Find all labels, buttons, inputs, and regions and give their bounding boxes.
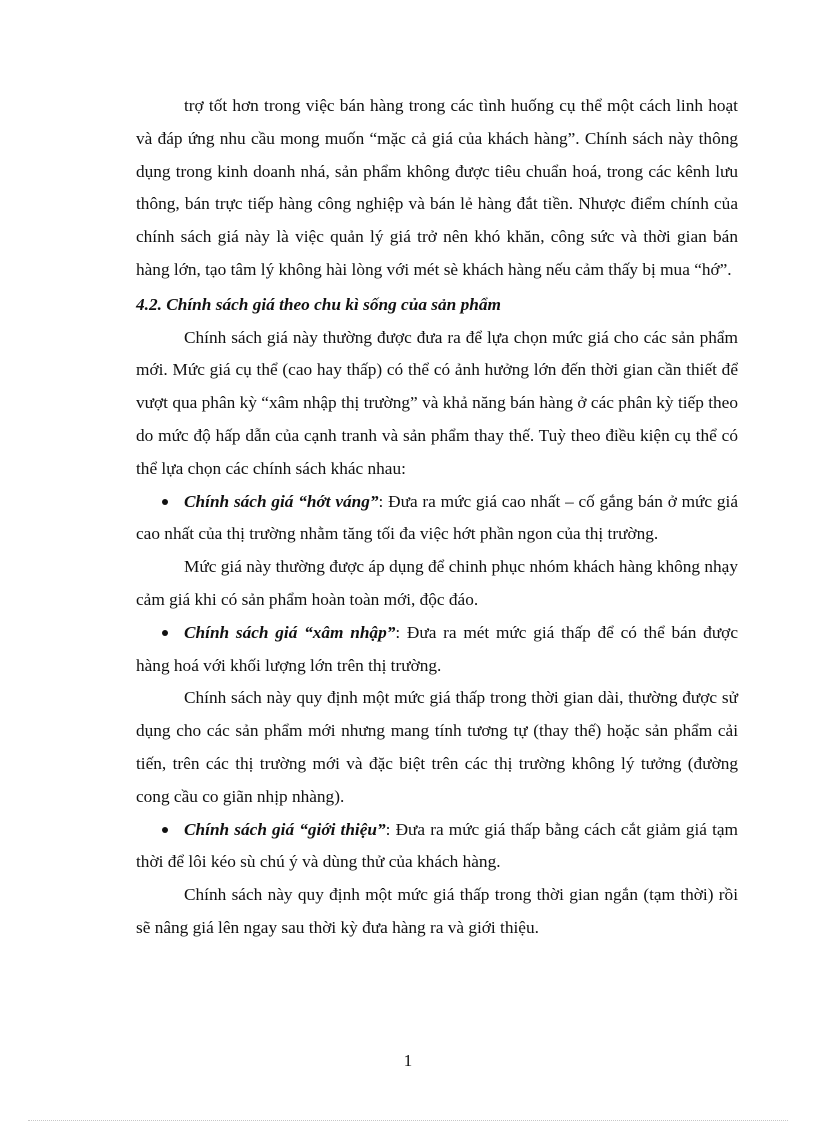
paragraph-lifecycle: Chính sách giá này thường được đưa ra để lựa chọn mức giá cho các sản phẩm mới. Mức giá cụ thể (cao hay thấp) có thể có ảnh hưởng lớn đến thời gian cần thiết để vượt qua phân kỳ “xâm nhập thị trường” và khả năng bán hàng ở các phân kỳ tiếp theo do mức độ hấp dẫn của cạnh tranh và sản phẩm thay thế. Tuỳ theo điều kiện cụ thể có thể lựa chọn các chính sách khác nhau: [136,327,738,478]
paragraph-introductory-detail: Chính sách này quy định một mức giá thấp trong thời gian ngắn (tạm thời) rồi sẽ nâng giá lên ngay sau thời kỳ đưa hàng ra và giới thiệu. [136,885,738,937]
page-bottom-divider [28,1120,788,1121]
section-heading: 4.2. Chính sách giá theo chu kì sống của sản phẩm [136,294,501,314]
paragraph-skimming-detail: Mức giá này thường được áp dụng để chinh phục nhóm khách hàng không nhạy cảm giá khi có sản phẩm hoàn toàn mới, độc đáo. [136,557,738,609]
bullet-introductory-title: Chính sách giá “giới thiệu” [184,819,386,839]
bullet-penetration-title: Chính sách giá “xâm nhập” [184,622,396,642]
bullet-skimming-title: Chính sách giá “hớt váng” [184,491,379,511]
paragraph-intro: trợ tốt hơn trong việc bán hàng trong các tình huống cụ thể một cách linh hoạt và đáp ứng nhu cầu mong muốn “mặc cả giá của khách hàng”. Chính sách này thông dụng trong kinh doanh nhá, sản phẩm không được tiêu chuẩn hoá, trong các kênh lưu thông, bán trực tiếp hàng công nghiệp và bán lẻ hàng đắt tiền. Nhược điểm chính của chính sách giá này là việc quản lý giá trở nên khó khăn, công sức và thời gian bán hàng lớn, tạo tâm lý không hài lòng với mét sè khách hàng nếu cảm thấy bị mua “hớ”. [136,96,738,279]
paragraph-penetration-detail: Chính sách này quy định một mức giá thấp trong thời gian dài, thường được sử dụng cho các sản phẩm mới nhưng mang tính tương tự (thay thế) hoặc sản phẩm cải tiến, trên các thị trường mới và đặc biệt trên các thị trường không lý tưởng (đường cong cầu co giãn nhịp nhàng). [136,688,738,806]
document-body [136,90,738,945]
bullet-dot-icon [162,630,168,636]
page-number: 1 [403,1051,413,1070]
bullet-dot-icon [162,499,168,505]
bullet-penetration-text: : Đưa ra mét mức giá thấp để có thể bán được hàng hoá với khối lượng lớn trên thị trường. [136,622,738,675]
bullet-penetration [136,617,738,683]
bullet-skimming [136,486,738,552]
bullet-dot-icon [162,827,168,833]
bullet-introductory [136,814,738,880]
bullet-introductory-text: : Đưa ra mức giá thấp bằng cách cắt giảm giá tạm thời để lôi kéo sù chú ý và dùng thử của khách hàng. [136,819,738,872]
bullet-skimming-text: : Đưa ra mức giá cao nhất – cố gắng bán ở mức giá cao nhất của thị trường nhằm tăng tối đa việc hớt phần ngon của thị trường. [136,491,738,544]
